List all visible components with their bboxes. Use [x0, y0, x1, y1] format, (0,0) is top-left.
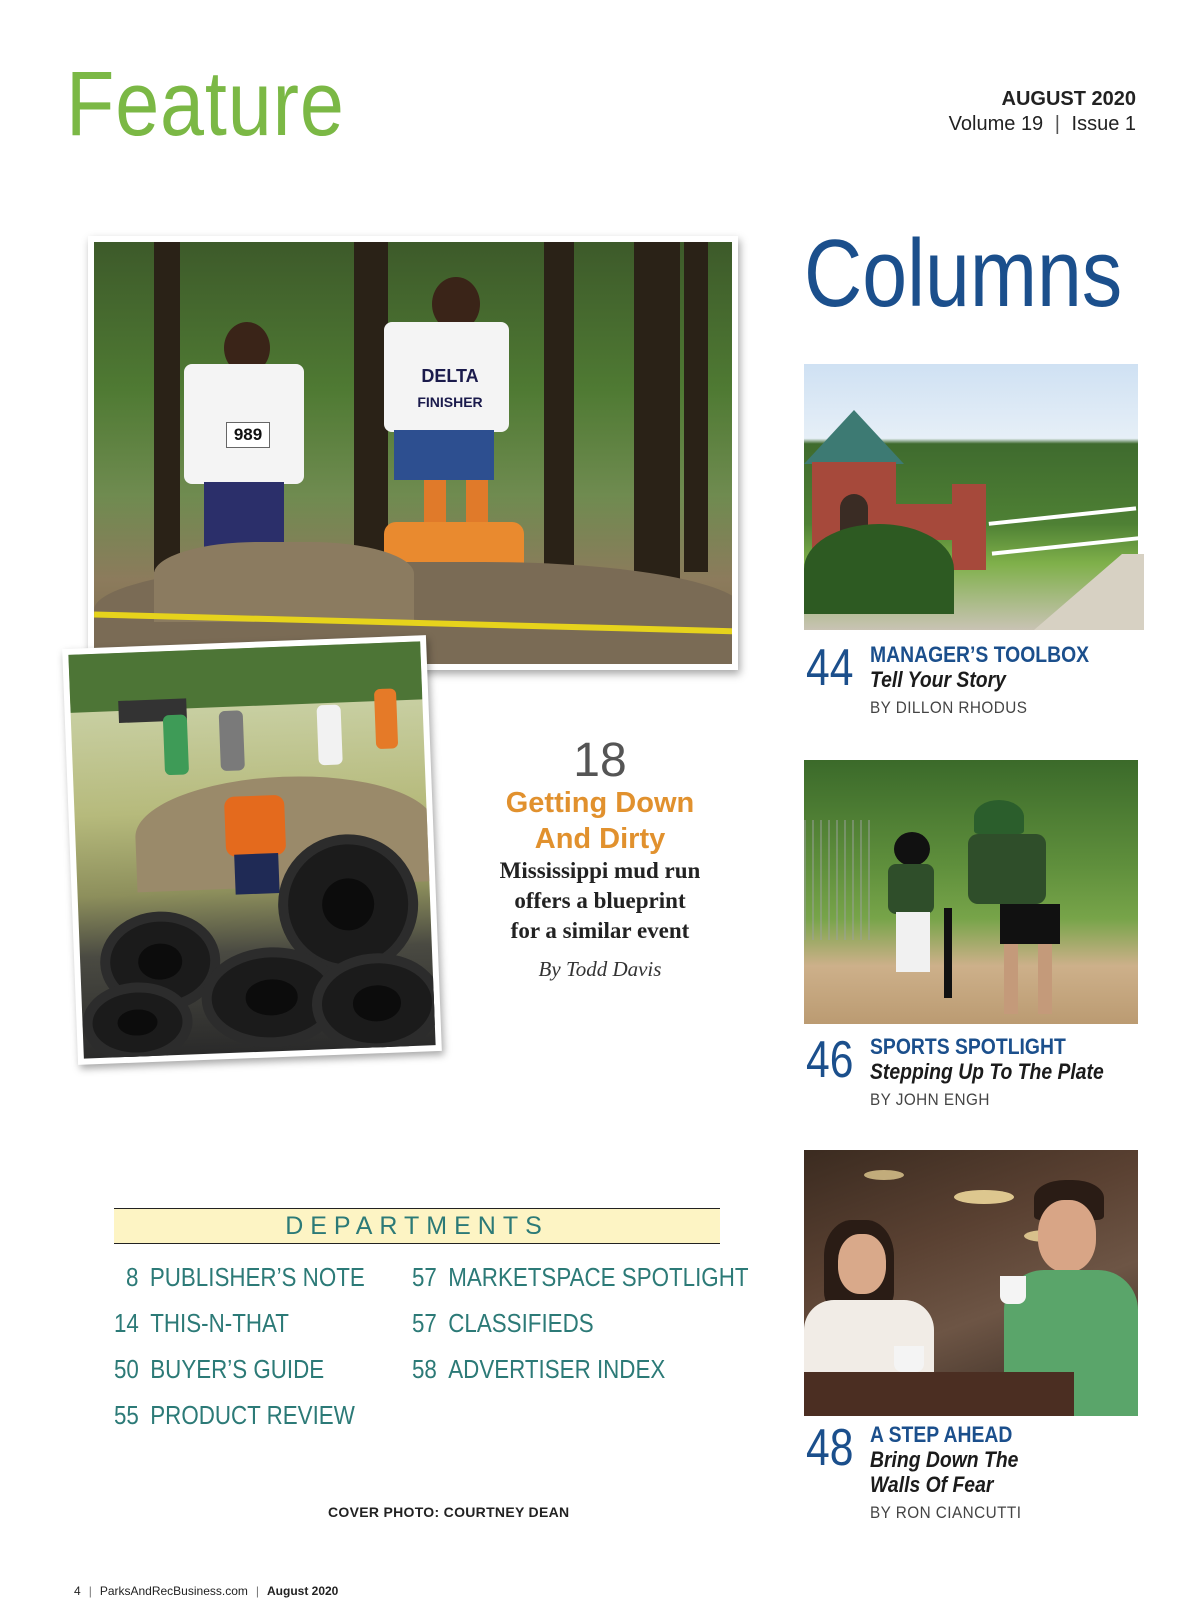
column-photo-park-entrance — [804, 364, 1138, 630]
department-page: 57 — [412, 1308, 437, 1338]
column-entry-managers-toolbox[interactable] — [806, 639, 1146, 726]
department-page: 14 — [114, 1308, 139, 1338]
department-label: ADVERTISER INDEX — [448, 1354, 666, 1384]
section-title-columns: Columns — [804, 220, 1123, 327]
column-kicker: SPORTS SPOTLIGHT — [870, 1034, 1066, 1059]
department-item-this-n-that[interactable] — [114, 1308, 289, 1339]
feature-headline-line1: Getting Down — [505, 787, 695, 819]
feature-byline: By Todd Davis — [538, 957, 662, 981]
department-item-classifieds[interactable] — [412, 1308, 594, 1339]
feature-photo-mud-run — [88, 236, 738, 670]
department-label: PUBLISHER’S NOTE — [149, 1262, 365, 1292]
cover-photo-credit: COVER PHOTO: COURTNEY DEAN — [328, 1504, 570, 1520]
department-label: PRODUCT REVIEW — [150, 1400, 355, 1430]
column-title: Tell Your Story — [870, 667, 1006, 692]
column-page-number: 46 — [806, 1031, 854, 1089]
department-label: THIS-N-THAT — [150, 1308, 289, 1338]
department-page: 8 — [126, 1262, 139, 1292]
department-item-buyers-guide[interactable] — [114, 1354, 324, 1385]
department-page: 57 — [412, 1262, 437, 1292]
issue-month: AUGUST 2020 — [1001, 88, 1136, 110]
departments-heading: DEPARTMENTS — [285, 1212, 549, 1240]
column-title-line1: Bring Down The — [870, 1447, 1019, 1472]
issue-volume-line — [949, 113, 1136, 136]
column-byline: BY RON CIANCUTTI — [870, 1503, 1022, 1522]
footer-date: August 2020 — [267, 1584, 339, 1598]
feature-dek-line2: offers a blueprint — [514, 887, 686, 913]
department-label: BUYER’S GUIDE — [150, 1354, 325, 1384]
footer-divider: | — [255, 1584, 259, 1598]
column-page-number: 48 — [806, 1419, 854, 1477]
divider: | — [1054, 113, 1060, 135]
column-kicker: MANAGER’S TOOLBOX — [870, 642, 1090, 667]
department-item-advertiser-index[interactable] — [412, 1354, 665, 1385]
department-page: 55 — [114, 1400, 139, 1430]
feature-dek-line1: Mississippi mud run — [499, 858, 701, 883]
column-byline: BY JOHN ENGH — [870, 1090, 990, 1109]
column-byline: BY DILLON RHODUS — [870, 698, 1028, 717]
column-kicker: A STEP AHEAD — [870, 1422, 1013, 1447]
column-entry-a-step-ahead[interactable] — [806, 1419, 1146, 1530]
column-entry-sports-spotlight[interactable] — [806, 1031, 1146, 1118]
column-title-line2: Walls Of Fear — [870, 1472, 994, 1497]
department-page: 58 — [412, 1354, 437, 1384]
feature-page-number: 18 — [573, 734, 627, 787]
footer-page-number: 4 — [74, 1584, 81, 1598]
column-photo-coffee-conversation — [804, 1150, 1138, 1416]
department-item-publishers-note[interactable] — [126, 1262, 365, 1293]
column-page-number: 44 — [806, 639, 854, 697]
department-label: CLASSIFIEDS — [448, 1308, 594, 1338]
feature-headline-line2: And Dirty — [534, 822, 666, 855]
shirt-text-delta: DELTA — [421, 366, 479, 386]
department-item-product-review[interactable] — [114, 1400, 355, 1431]
volume-label: Volume 19 — [948, 113, 1044, 135]
department-label: MARKETSPACE SPOTLIGHT — [448, 1262, 749, 1292]
column-title: Stepping Up To The Plate — [870, 1059, 1104, 1084]
department-page: 50 — [114, 1354, 139, 1384]
section-title-feature: Feature — [66, 53, 345, 155]
footer-site-link[interactable]: ParksAndRecBusiness.com — [99, 1584, 248, 1598]
feature-dek-line3: for a similar event — [510, 917, 690, 943]
column-photo-tee-ball — [804, 760, 1138, 1024]
feature-headline[interactable] — [450, 786, 750, 858]
issue-label: Issue 1 — [1071, 113, 1136, 135]
page-footer — [74, 1584, 338, 1598]
department-item-marketspace-spotlight[interactable] — [412, 1262, 749, 1293]
footer-divider: | — [88, 1584, 92, 1598]
feature-photo-tire-obstacle — [62, 635, 442, 1065]
feature-dek — [450, 856, 750, 946]
race-bib: 989 — [226, 422, 270, 448]
shirt-text-finisher: FINISHER — [417, 394, 483, 410]
